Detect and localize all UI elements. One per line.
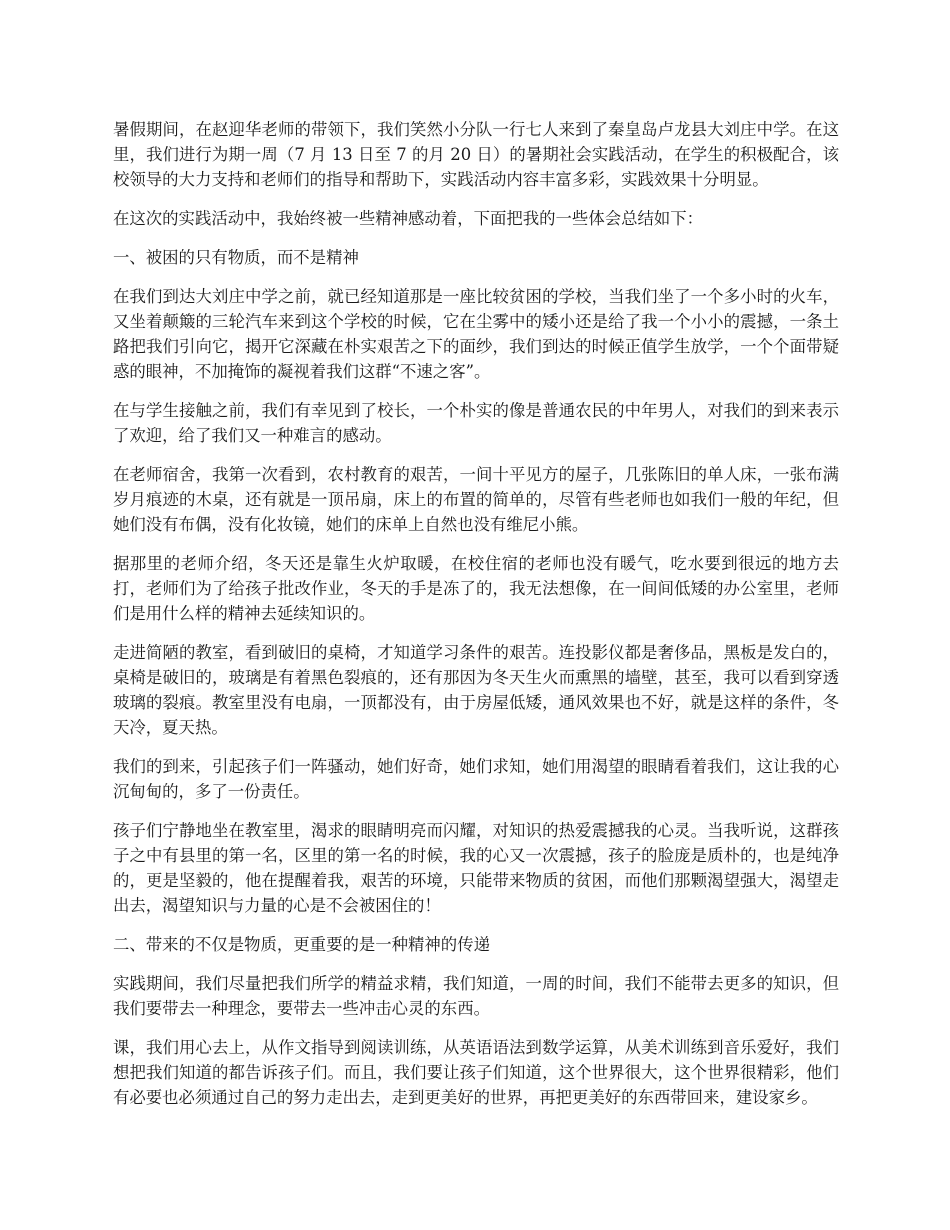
document-body xyxy=(113,117,839,1124)
section-heading-1: 一、被困的只有物质，而不是精神 xyxy=(113,248,359,267)
paragraph-classroom: 走进简陋的教室，看到破旧的桌椅，才知道学习条件的艰苦。连投影仪都是奢侈品，黑板是发白的，桌椅是破旧的，玻璃是有着黑色裂痕的，还有那因为冬天生火而熏黑的墙壁，甚至，我可以看到穿透玻璃的裂痕。教室里没有电扇，一顶都没有，由于房屋低矮，通风效果也不好，就是这样的条件，冬天冷，夏天热。 xyxy=(113,643,839,737)
paragraph-summary-lead: 在这次的实践活动中，我始终被一些精神感动着，下面把我的一些体会总结如下： xyxy=(113,209,704,228)
paragraph-intro: 暑假期间，在赵迎华老师的带领下，我们笑然小分队一行七人来到了秦皇岛卢龙县大刘庄中学。在这里，我们进行为期一周（7 月 13 日至 7 的月 20 日）的暑期社会实践活动，在学生的积极配合，该校领导的大力支持和老师们的指导和帮助下，实践活动内容丰富多彩，实践效果十分明显。 xyxy=(113,120,839,189)
paragraph-principal: 在与学生接触之前，我们有幸见到了校长，一个朴实的像是普通农民的中年男人，对我们的到来表示了欢迎，给了我们又一种难言的感动。 xyxy=(113,401,839,445)
paragraph-practice: 实践期间，我们尽量把我们所学的精益求精，我们知道，一周的时间，我们不能带去更多的知识，但我们要带去一种理念，要带去一些冲击心灵的东西。 xyxy=(113,974,839,1018)
paragraph-children-spirit: 孩子们宁静地坐在教室里，渴求的眼睛明亮而闪耀，对知识的热爱震撼我的心灵。当我听说，这群孩子之中有县里的第一名，区里的第一名的时候，我的心又一次震撼，孩子的脸庞是质朴的，也是纯净的，更是坚毅的，他在提醒着我，艰苦的环境，只能带来物质的贫困，而他们那颗渴望强大，渴望走出去，渴望知识与力量的心是不会被困住的！ xyxy=(113,821,839,915)
paragraph-dormitory: 在老师宿舍，我第一次看到，农村教育的艰苦，一间十平见方的屋子，几张陈旧的单人床，一张布满岁月痕迹的木桌，还有就是一顶吊扇，床上的布置的简单的，尽管有些老师也如我们一般的年纪，但她们没有布偶，没有化妆镜，她们的床单上自然也没有维尼小熊。 xyxy=(113,465,839,534)
paragraph-arrival: 在我们到达大刘庄中学之前，就已经知道那是一座比较贫困的学校，当我们坐了一个多小时的火车，又坐着颠簸的三轮汽车来到这个学校的时候，它在尘雾中的矮小还是给了我一个小小的震撼，一条土路把我们引向它，揭开它深藏在朴实艰苦之下的面纱，我们到达的时候正值学生放学，一个个面带疑惑的眼神，不加掩饰的凝视着我们这群“不速之客”。 xyxy=(113,287,839,381)
paragraph-children-reaction: 我们的到来，引起孩子们一阵骚动，她们好奇，她们求知，她们用渴望的眼睛看着我们，这让我的心沉甸甸的，多了一份责任。 xyxy=(113,757,839,801)
section-heading-2: 二、带来的不仅是物质，更重要的是一种精神的传递 xyxy=(113,935,490,954)
paragraph-lessons: 课，我们用心去上，从作文指导到阅读训练，从英语语法到数学运算，从美术训练到音乐爱好，我们想把我们知道的都告诉孩子们。而且，我们要让孩子们知道，这个世界很大，这个世界很精彩，他们有必要也必须通过自己的努力走出去，走到更美好的世界，再把更美好的东西带回来，建设家乡。 xyxy=(113,1038,839,1107)
paragraph-winter: 据那里的老师介绍，冬天还是靠生火炉取暖，在校住宿的老师也没有暖气，吃水要到很远的地方去打，老师们为了给孩子批改作业，冬天的手是冻了的，我无法想像，在一间间低矮的办公室里，老师们是用什么样的精神去延续知识的。 xyxy=(113,554,839,623)
